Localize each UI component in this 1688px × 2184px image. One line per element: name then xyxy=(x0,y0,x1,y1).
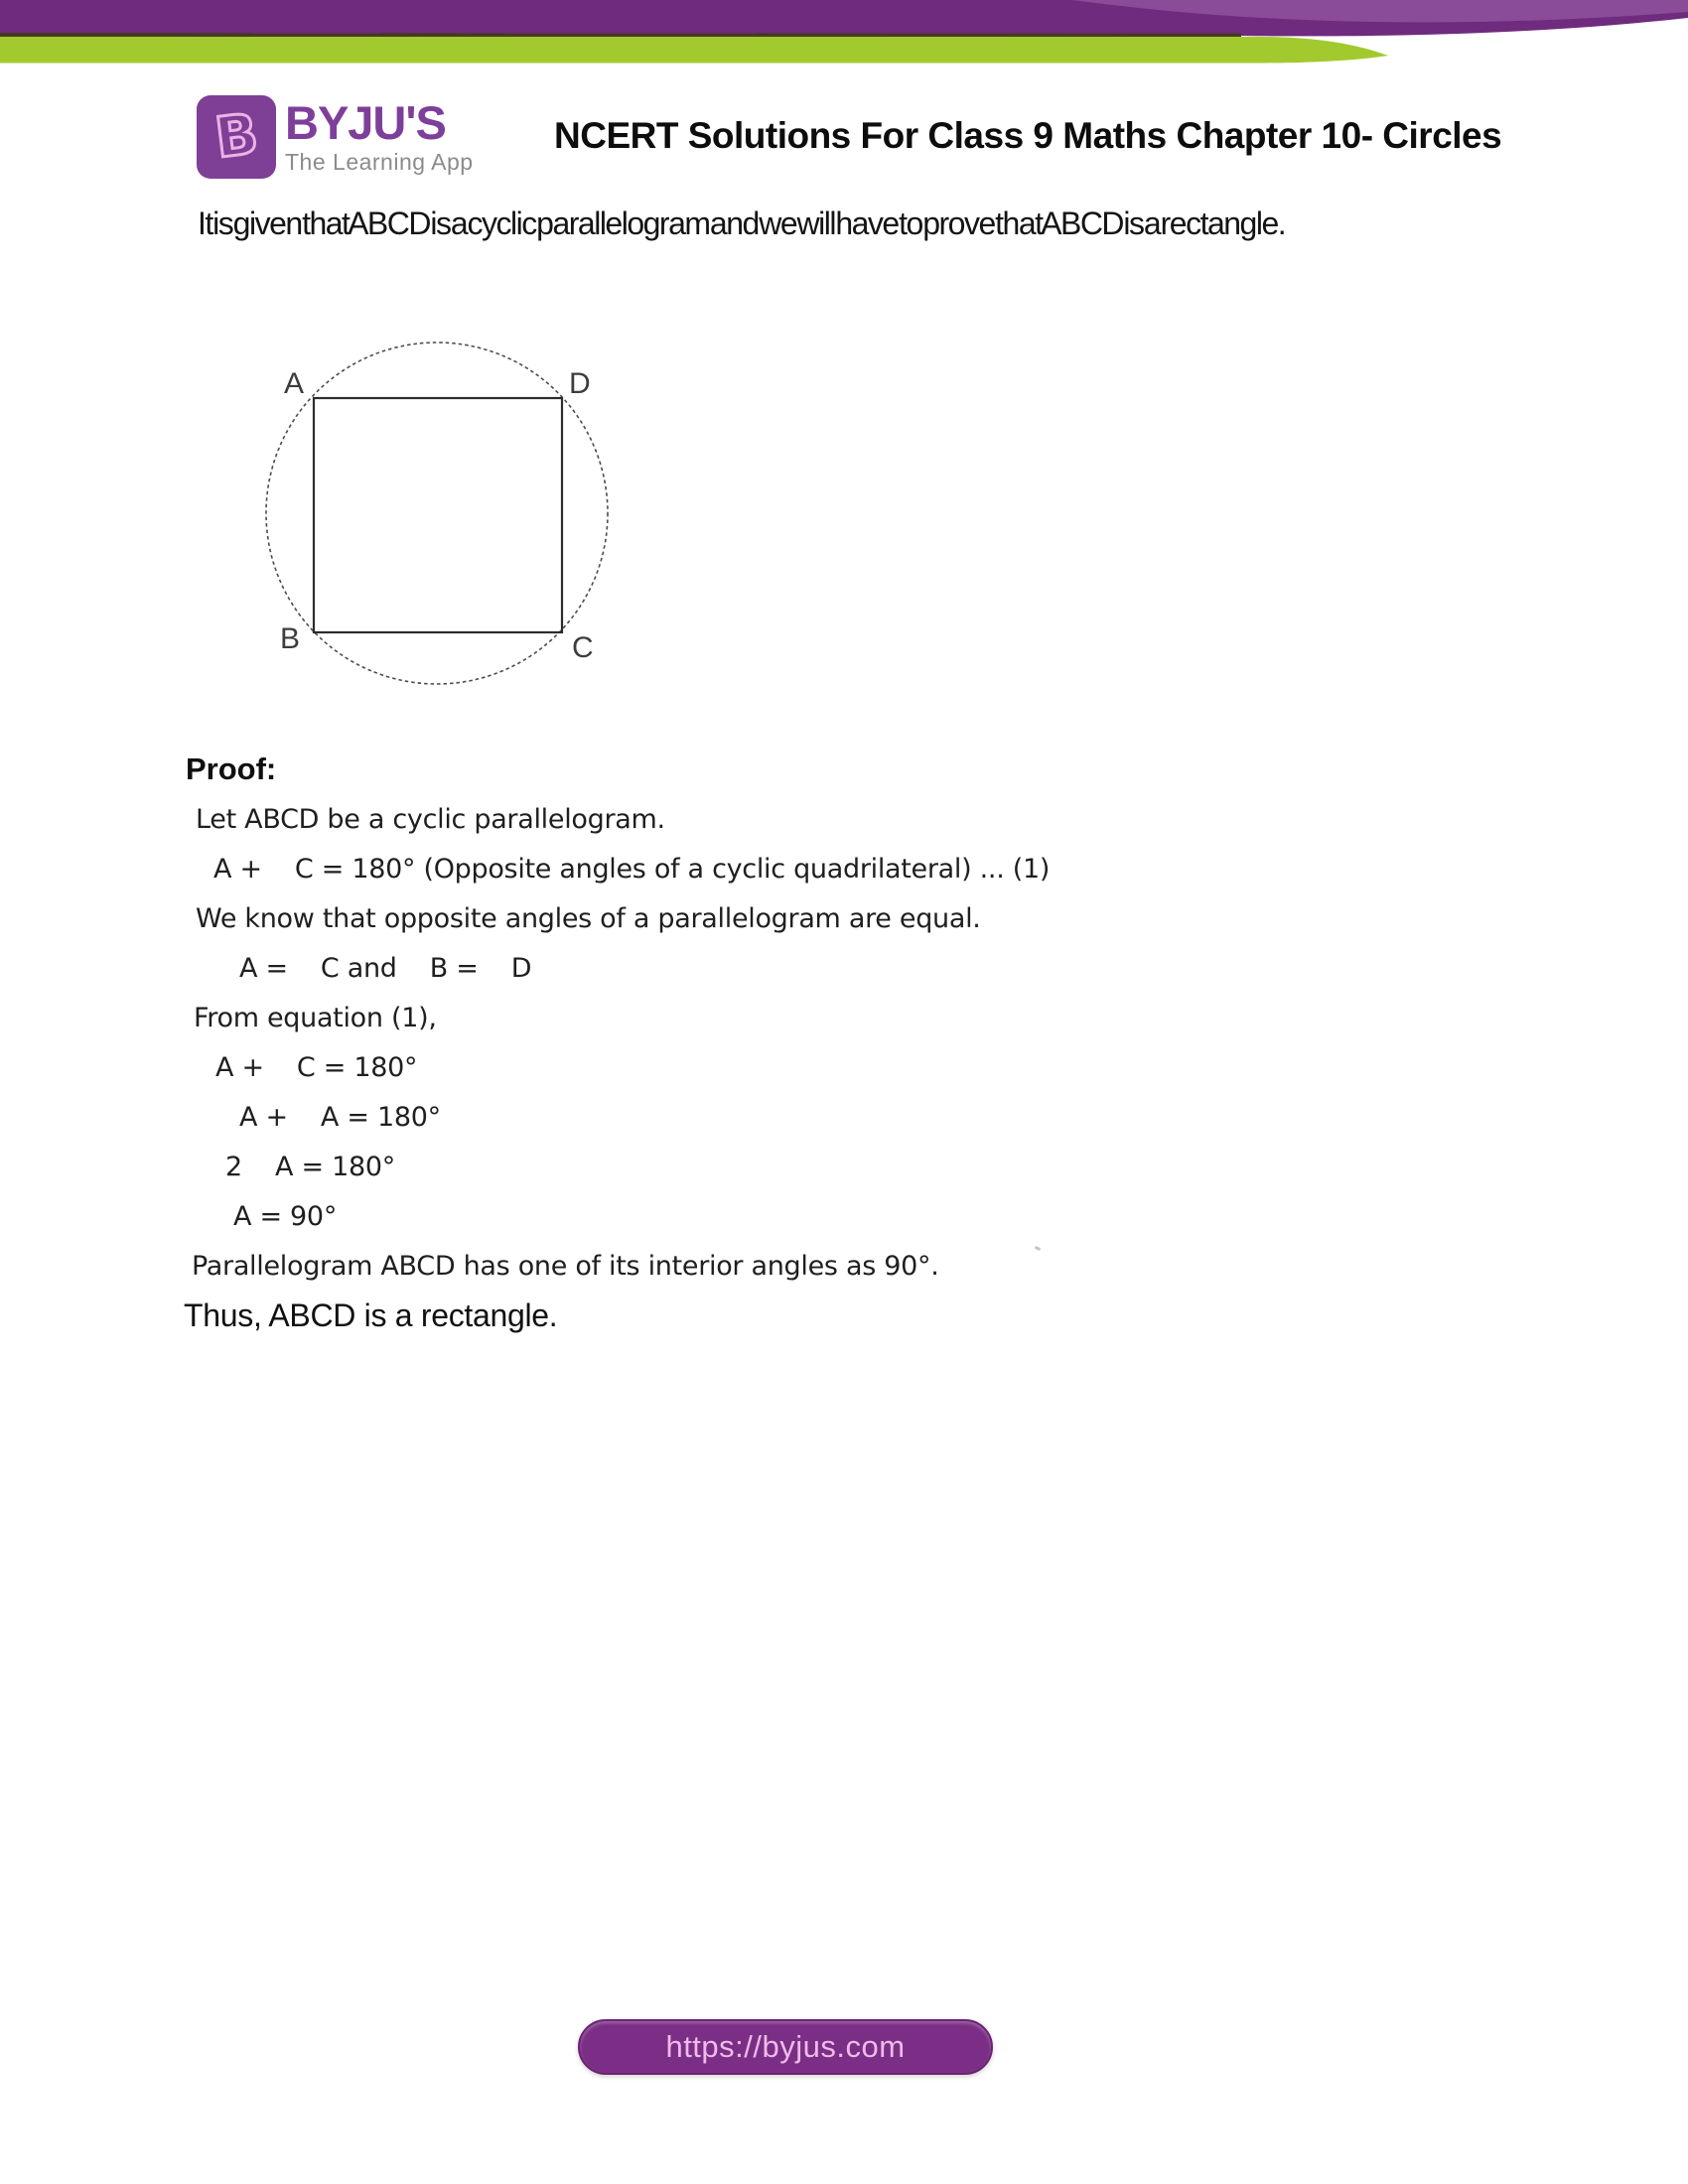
vertex-label-d: D xyxy=(569,367,591,400)
byjus-logo-badge xyxy=(197,95,276,179)
byjus-b-icon: B xyxy=(211,101,262,172)
footer-url-text: https://byjus.com xyxy=(665,2029,906,2064)
footer-url-pill[interactable] xyxy=(578,2019,993,2075)
proof-statement: We know that opposite angles of a parallelogram are equal. xyxy=(196,902,981,934)
vertex-label-a: A xyxy=(284,367,305,400)
intro-text: It is given that ABCD is a cyclic parallelogram and we will have to prove that ABCD is a rectangle. xyxy=(198,205,1286,241)
proof-equation: A + A = 180° xyxy=(239,1101,441,1133)
byjus-brand-name: BYJU'S xyxy=(285,96,446,149)
proof-conclusion: Thus, ABCD is a rectangle. xyxy=(184,1297,558,1333)
quadrilateral-abcd xyxy=(314,398,562,632)
proof-statement: Let ABCD be a cyclic parallelogram. xyxy=(196,803,665,835)
proof-equation: A + C = 180° (Opposite angles of a cyclic quadrilateral) ... (1) xyxy=(213,853,1051,885)
proof-heading: Proof: xyxy=(186,751,277,786)
proof-equation: 2 A = 180° xyxy=(225,1151,395,1182)
proof-equation: A = 90° xyxy=(233,1200,338,1232)
page-title: NCERT Solutions For Class 9 Maths Chapter 10- Circles xyxy=(554,115,1502,156)
proof-equation: A + C = 180° xyxy=(215,1051,418,1083)
proof-section xyxy=(184,745,1375,1340)
proof-statement: Parallelogram ABCD has one of its interior angles as 90°. xyxy=(192,1250,939,1282)
byjus-tagline: The Learning App xyxy=(285,149,474,176)
byjus-logo xyxy=(197,95,474,179)
byjus-logo-text xyxy=(285,95,474,176)
cyclic-parallelogram-figure xyxy=(169,228,665,705)
header-separator-line xyxy=(0,33,1241,37)
header-band-green xyxy=(0,37,1388,64)
vertex-label-b: B xyxy=(280,622,301,655)
proof-equation: A = C and B = D xyxy=(239,952,532,984)
vertex-label-c: C xyxy=(572,631,594,664)
proof-statement: From equation (1), xyxy=(194,1002,437,1033)
